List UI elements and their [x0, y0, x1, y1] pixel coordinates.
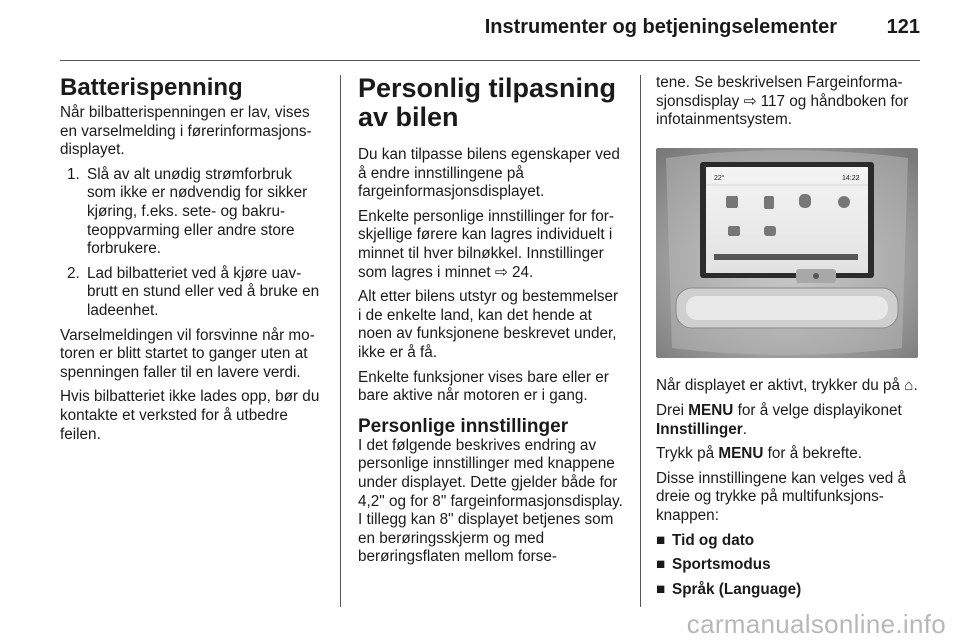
list-item: ■ Tid og dato [656, 531, 755, 549]
paragraph: Enkelte personlige innstillinger for forskjellige førere kan lagres individuelt i minnet til hver bilnøkkel. Innstillinger som lagres i minnet ⇨ 24. [358, 207, 614, 281]
step-number: 1. [67, 165, 80, 183]
column-1 [60, 74, 324, 450]
paragraph: Alt etter bilens utstyr og bestemmelser i de enkelte land, kan det hende at noen av funksjonene beskrevet under, ikke er å få. [358, 288, 619, 361]
display-clock: 14:22 [842, 174, 860, 182]
column-divider [340, 75, 341, 607]
menu-label: MENU [688, 401, 734, 419]
paragraph: tene. Se beskrivelsen Fargeinformasjonsdisplay ⇨ 117 og håndboken for infotainmentsystem. [656, 74, 909, 129]
settings-list [656, 532, 920, 600]
list-item: ■ Språk (Language) [656, 580, 802, 598]
subheading-personal-settings: Personlige innstillinger [358, 415, 569, 437]
paragraph: Enkelte funksjoner vises bare eller er bare aktive når motoren er i gang. [358, 368, 609, 405]
paragraph: I det følgende beskrives endring av personlige innstillinger med knappene under displayet. Dette gjelder både for 4,2" og for 8" fargeinformasjonsdisplay. I tillegg kan 8" displayet betjenes som en berøringsskjerm og med berøringsflaten mellom forse- [358, 436, 623, 566]
square-bullet-icon: ■ [656, 556, 666, 574]
step-text: Lad bilbatteriet ved å kjøre uavbrutt en stund eller ved å bruke en ladeenhet. [87, 264, 320, 319]
step-text: Slå av alt unødig strømforbruk som ikke er nødvendig for sikker kjøring, f.eks. sete- og bakruteoppvarming eller andre store forbrukere. [87, 165, 308, 258]
paragraph: Drei MENU for å velge displayikonet Innstillinger. [656, 401, 902, 438]
page-header [0, 0, 960, 60]
list-item [60, 265, 324, 321]
steps-list [60, 166, 324, 321]
watermark: carmanualsonline.info [686, 609, 946, 639]
paragraph: Varselmeldingen vil forsvinne når motoren er blitt startet to ganger uten at spenningen faller til en lavere verdi. [60, 326, 315, 381]
list-item [60, 166, 324, 259]
paragraph: Disse innstillingene kan velges ved å dreie og trykke på multifunksjonsknappen: [656, 469, 906, 524]
paragraph: Trykk på MENU for å bekrefte. [656, 445, 863, 463]
list-item: ■ Sportsmodus [656, 556, 771, 574]
display-temperature: 22° [714, 174, 725, 182]
column-3 [656, 74, 920, 605]
square-bullet-icon: ■ [656, 580, 666, 598]
column-divider [640, 75, 641, 607]
step-number: 2. [67, 264, 80, 282]
section-heading-personalization: Personlig tilpasning av bilen [358, 73, 617, 132]
running-header-title: Instrumenter og betjeningselementer [484, 16, 837, 38]
paragraph: Når displayet er aktivt, trykker du på ⌂. [656, 377, 918, 395]
header-rule [60, 60, 920, 61]
paragraph: Du kan tilpasse bilens egenskaper ved å endre innstillingene på fargeinformasjonsdisplayet. [358, 146, 620, 201]
paragraph: Når bilbatterispenningen er lav, vises en varselmelding i førerinformasjonsdisplayet. [60, 104, 312, 159]
page-number: 121 [886, 16, 920, 38]
infotainment-display-photo [656, 148, 918, 358]
menu-label: MENU [718, 445, 764, 463]
settings-label: Innstillinger [656, 420, 743, 438]
square-bullet-icon: ■ [656, 531, 666, 549]
paragraph: Hvis bilbatteriet ikke lades opp, bør du kontakte et verksted for å utbedre feilen. [60, 388, 320, 443]
section-heading-battery: Batterispenning [60, 74, 243, 101]
column-2 [358, 74, 624, 573]
